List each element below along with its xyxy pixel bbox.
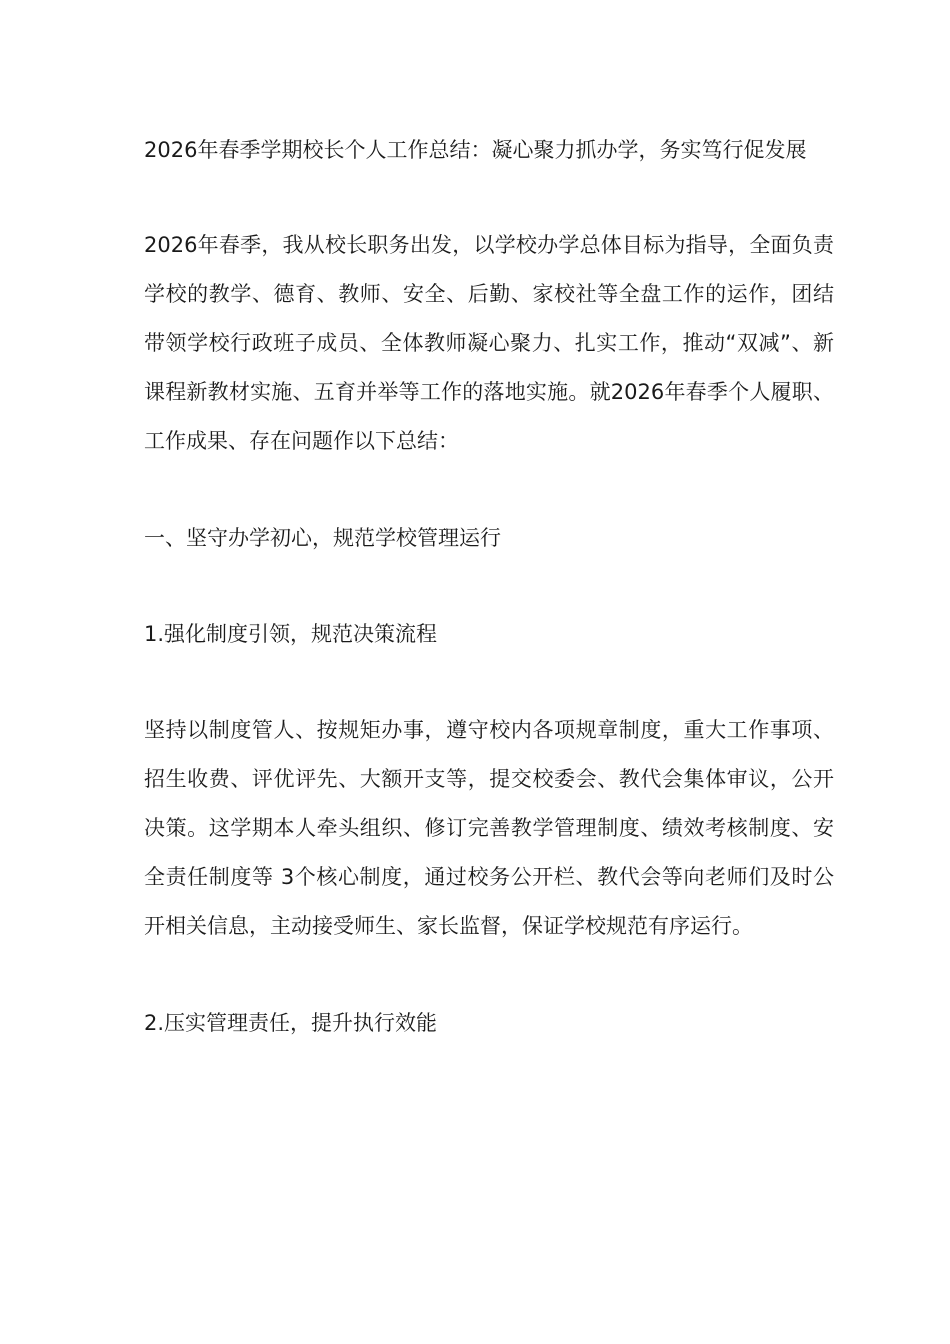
subsection-heading-1: 1.强化制度引领，规范决策流程 [144, 622, 438, 646]
intro-paragraph: 2026年春季，我从校长职务出发，以学校办学总体目标为指导，全面负责学校的教学、德育、教师、安全、后勤、家校社等全盘工作的运作，团结带领学校行政班子成员、全体教师凝心聚力、扎实工作，推动“双减”、新课程新教材实施、五育并举等工作的落地实施。就2026年春季个人履职、工作成果、存在问题作以下总结： [144, 233, 834, 453]
section-heading-1: 一、坚守办学初心，规范学校管理运行 [144, 526, 501, 550]
subsection-heading-2: 2.压实管理责任，提升执行效能 [144, 1011, 438, 1035]
subsection-body-1: 坚持以制度管人、按规矩办事，遵守校内各项规章制度，重大工作事项、招生收费、评优评先、大额开支等，提交校委会、教代会集体审议，公开决策。这学期本人牵头组织、修订完善教学管理制度、绩效考核制度、安全责任制度等 3个核心制度，通过校务公开栏、教代会等向老师们及时公开相关信息，主动接受师生、家长监督，保证学校规范有序运行。 [144, 718, 834, 938]
document-page [144, 126, 834, 1048]
document-title: 2026年春季学期校长个人工作总结：凝心聚力抓办学，务实笃行促发展 [144, 138, 807, 162]
